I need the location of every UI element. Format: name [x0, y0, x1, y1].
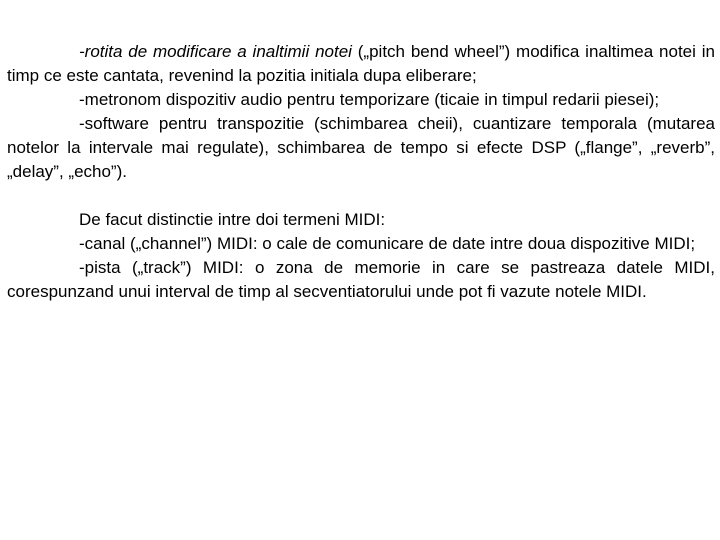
- pitch-bend-term: -rotita de modificare a inaltimii notei: [79, 42, 352, 61]
- paragraph-software: -software pentru transpozitie (schimbarea cheii), cuantizare temporala (mutarea notelor la intervale mai regulate), schimbarea de tempo si efecte DSP („flange”, „reverb”, „delay”, „echo”).: [7, 114, 715, 181]
- paragraph-spacer: [7, 184, 715, 208]
- paragraph-midi-channel: -canal („channel”) MIDI: o cale de comunicare de date intre doua dispozitive MIDI;: [79, 234, 696, 253]
- paragraph-midi-track: -pista („track”) MIDI: o zona de memorie in care se pastreaza datele MIDI, corespunzand unui interval de timp al secventiatorului unde pot fi vazute notele MIDI.: [7, 258, 715, 301]
- pitch-bend-description: („pitch bend wheel”) modifica inaltimea notei in timp ce este cantata, revenind la pozitia initiala dupa eliberare;: [7, 42, 715, 85]
- paragraph-pitch-bend-wheel: [7, 40, 715, 88]
- document-body: [7, 40, 715, 304]
- paragraph-midi-terms-heading: De facut distinctie intre doi termeni MIDI:: [79, 210, 386, 229]
- paragraph-metronome: -metronom dispozitiv audio pentru temporizare (ticaie in timpul redarii piesei);: [79, 90, 660, 109]
